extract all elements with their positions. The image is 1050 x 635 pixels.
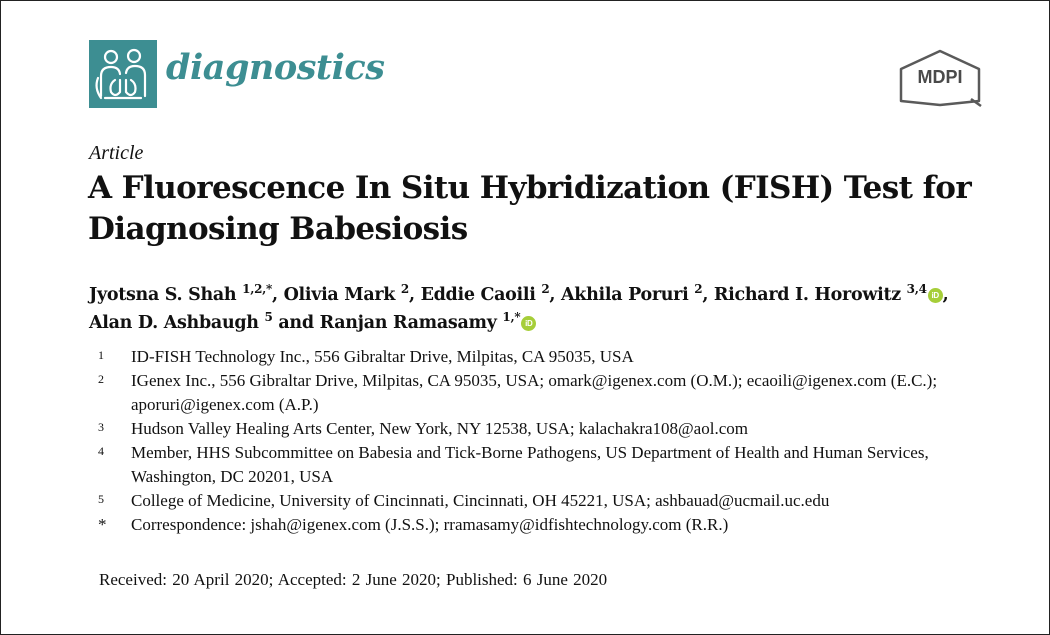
author [561, 282, 714, 305]
journal-name: diagnostics [166, 47, 385, 88]
affiliation-text: IGenex Inc., 556 Gibraltar Drive, Milpitas, CA 95035, USA; omark@igenex.com (O.M.); ecaoili@igenex.com (E.C.); aporuri@igenex.com (A.P.) [131, 371, 938, 414]
author-affiliation-marker: 1,* [502, 310, 521, 324]
publisher-name: MDPI [917, 67, 963, 87]
author [319, 310, 537, 333]
author-name: Richard I. Horowitz [713, 285, 901, 305]
affiliation-number: 1 [98, 348, 104, 362]
orcid-icon[interactable]: iD [928, 288, 943, 303]
author-separator: and [272, 313, 320, 333]
affiliation-text: Hudson Valley Healing Arts Center, New York, NY 12538, USA; kalachakra108@aol.com [131, 419, 748, 438]
author-name: Eddie Caoili [420, 285, 536, 305]
author-name: Alan D. Ashbaugh [89, 313, 259, 333]
author-affiliation-marker: 1,2,* [242, 282, 272, 296]
affiliation-item [97, 489, 1017, 513]
affiliation-number: 4 [98, 444, 104, 458]
affiliation-number: * [98, 515, 107, 534]
author-affiliation-marker: 2 [400, 282, 409, 296]
author [89, 310, 320, 333]
author-affiliation-marker: 2 [694, 282, 703, 296]
author-separator: , [549, 285, 562, 305]
affiliation-number: 2 [98, 372, 104, 386]
author-separator: , [271, 285, 284, 305]
author-affiliation-marker: 3,4 [906, 282, 927, 296]
affiliation-item [97, 369, 1017, 417]
author [283, 282, 421, 305]
author [420, 282, 562, 305]
author-separator: , [702, 285, 714, 305]
author-affiliation-marker: 5 [264, 310, 273, 324]
author-separator: , [408, 285, 421, 305]
author-name: Olivia Mark [283, 285, 396, 305]
affiliation-number: 3 [98, 420, 104, 434]
diagnostics-logo-icon [89, 40, 157, 108]
affiliation-text: Member, HHS Subcommittee on Babesia and Tick-Borne Pathogens, US Department of Health and Human Services, Washington, DC 20201, USA [131, 443, 929, 486]
article-type: Article [89, 142, 144, 164]
affiliation-text: College of Medicine, University of Cincinnati, Cincinnati, OH 45221, USA; ashbauad@ucmail.uc.edu [131, 491, 830, 510]
author-affiliation-marker: 2 [541, 282, 550, 296]
author-name: Akhila Poruri [561, 285, 689, 305]
affiliation-text: Correspondence: jshah@igenex.com (J.S.S.); rramasamy@idfishtechnology.com (R.R.) [131, 515, 729, 534]
affiliation-item [97, 345, 1017, 369]
affiliation-number: 5 [98, 492, 104, 506]
author-name: Ranjan Ramasamy [319, 313, 497, 333]
affiliation-item [97, 417, 1017, 441]
author-list [89, 281, 989, 337]
mdpi-logo-icon [897, 49, 983, 107]
affiliation-item [97, 513, 1017, 537]
affiliation-list [97, 345, 1017, 537]
author [713, 282, 949, 305]
affiliation-text: ID-FISH Technology Inc., 556 Gibraltar Drive, Milpitas, CA 95035, USA [131, 347, 634, 366]
author-separator: , [942, 285, 949, 305]
article-title: A Fluorescence In Situ Hybridization (FISH) Test for Diagnosing Babesiosis [88, 170, 972, 247]
author-name: Jyotsna S. Shah [89, 285, 237, 305]
affiliation-item [97, 441, 1017, 489]
author [89, 282, 284, 305]
orcid-icon[interactable]: iD [521, 316, 536, 331]
publication-dates: Received: 20 April 2020; Accepted: 2 June 2020; Published: 6 June 2020 [99, 570, 608, 589]
